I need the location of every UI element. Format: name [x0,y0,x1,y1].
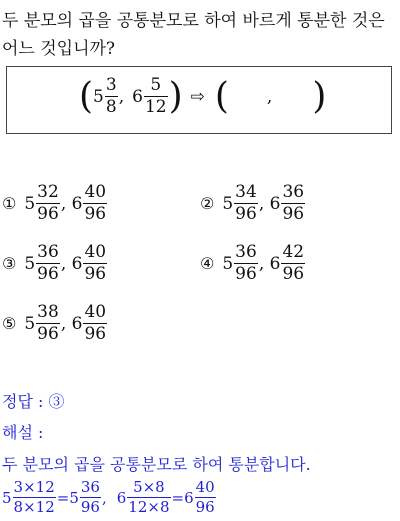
explanation-text: 두 분모의 곱을 공통분모로 하여 통분합니다. [2,455,311,474]
fraction-eq2: $\frac{5\times 8}{12\times 8}$ [128,478,170,516]
separator: , [118,86,125,107]
close-paren: ) [168,75,183,117]
option-4[interactable]: ④ 5 $\frac{36}{96}$ , 6 $\frac{42}{96}$ [200,242,305,284]
option-1[interactable]: ① 5 $\frac{32}{96}$ , 6 $\frac{40}{96}$ [2,182,107,224]
mixed-b-whole: 6 [132,86,143,107]
option-2[interactable]: ② 5 $\frac{34}{96}$ , 6 $\frac{36}{96}$ [200,182,305,224]
fraction-eq2-result: $\frac{40}{96}$ [195,478,215,516]
answer-label: 정답 : ③ [2,392,65,411]
blank-open-paren: ( [214,75,229,117]
fraction-b: $\frac{5}{12}$ [144,75,167,117]
fraction-a: $\frac{3}{8}$ [105,75,117,117]
fraction-eq1: $\frac{3\times 12}{8\times 12}$ [13,478,55,516]
open-paren: ( [79,75,94,117]
explanation-label: 해설 : [2,423,44,442]
fraction-eq1-result: $\frac{36}{96}$ [80,478,100,516]
arrow-icon: ⇨ [190,86,205,107]
blank-separator: , [266,86,273,107]
question-line-1: 두 분모의 곱을 공통분모로 하여 바르게 통분한 것은 [2,11,385,31]
problem-box [6,66,392,134]
question-line-2: 어느 것입니까? [2,39,116,59]
option-3[interactable]: ③ 5 $\frac{36}{96}$ , 6 $\frac{40}{96}$ [2,242,107,284]
mixed-a-whole: 5 [93,86,104,107]
explanation-equation: 5 $\frac{3\times 12}{8\times 12}$ = 5 $\frac{36}{96}$ , 6 $\frac{5\times 8}{12\times 8}$ = 6 $\frac{40}{96}$ [2,478,215,516]
blank-close-paren: ) [312,75,327,117]
option-5[interactable]: ⑤ 5 $\frac{38}{96}$ , 6 $\frac{40}{96}$ [2,302,107,344]
problem-expression [79,77,326,116]
